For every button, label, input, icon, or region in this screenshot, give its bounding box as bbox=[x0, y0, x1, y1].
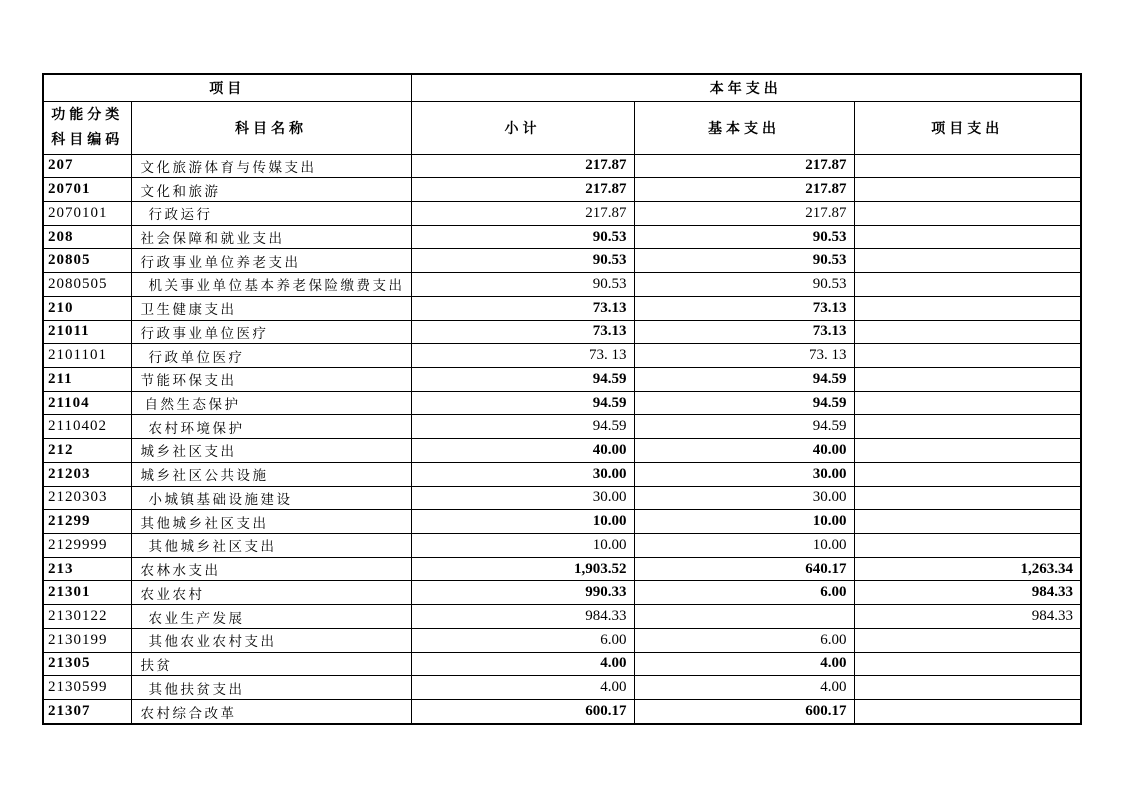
cell-subject-name: 农业农村 bbox=[131, 581, 411, 605]
table-row bbox=[43, 628, 1081, 652]
cell-subject-name: 其他农业农村支出 bbox=[131, 628, 411, 652]
table-row bbox=[43, 605, 1081, 629]
table-row bbox=[43, 462, 1081, 486]
cell-project-expenditure bbox=[854, 700, 1081, 724]
table-row bbox=[43, 486, 1081, 510]
cell-project-expenditure bbox=[854, 652, 1081, 676]
cell-subject-name: 农村综合改革 bbox=[131, 700, 411, 724]
cell-subject-name: 农林水支出 bbox=[131, 557, 411, 581]
cell-function-code: 2101101 bbox=[43, 344, 131, 368]
table-row bbox=[43, 652, 1081, 676]
table-row bbox=[43, 676, 1081, 700]
cell-subtotal: 10.00 bbox=[411, 534, 634, 558]
table-row bbox=[43, 557, 1081, 581]
table-row bbox=[43, 700, 1081, 724]
cell-subtotal: 94.59 bbox=[411, 391, 634, 415]
cell-project-expenditure bbox=[854, 320, 1081, 344]
header-basic-expenditure: 基本支出 bbox=[634, 101, 854, 154]
cell-function-code: 210 bbox=[43, 296, 131, 320]
cell-function-code: 21011 bbox=[43, 320, 131, 344]
table-row bbox=[43, 178, 1081, 202]
cell-basic-expenditure: 10.00 bbox=[634, 534, 854, 558]
table-row bbox=[43, 391, 1081, 415]
cell-subject-name: 农村环境保护 bbox=[131, 415, 411, 439]
cell-basic-expenditure: 90.53 bbox=[634, 249, 854, 273]
table-row bbox=[43, 273, 1081, 297]
cell-basic-expenditure: 73.13 bbox=[634, 296, 854, 320]
cell-subject-name: 其他城乡社区支出 bbox=[131, 534, 411, 558]
cell-subject-name: 行政单位医疗 bbox=[131, 344, 411, 368]
header-columns-row bbox=[43, 101, 1081, 154]
cell-project-expenditure bbox=[854, 154, 1081, 178]
cell-basic-expenditure: 6.00 bbox=[634, 628, 854, 652]
cell-basic-expenditure: 10.00 bbox=[634, 510, 854, 534]
cell-basic-expenditure: 600.17 bbox=[634, 700, 854, 724]
cell-function-code: 213 bbox=[43, 557, 131, 581]
cell-subtotal: 73.13 bbox=[411, 320, 634, 344]
cell-function-code: 20701 bbox=[43, 178, 131, 202]
cell-project-expenditure bbox=[854, 462, 1081, 486]
cell-project-expenditure bbox=[854, 296, 1081, 320]
cell-subject-name: 其他扶贫支出 bbox=[131, 676, 411, 700]
cell-subject-name: 其他城乡社区支出 bbox=[131, 510, 411, 534]
table-row bbox=[43, 415, 1081, 439]
table-row bbox=[43, 320, 1081, 344]
cell-subtotal: 1,903.52 bbox=[411, 557, 634, 581]
cell-basic-expenditure: 73. 13 bbox=[634, 344, 854, 368]
header-subject-name: 科目名称 bbox=[131, 101, 411, 154]
table-row bbox=[43, 201, 1081, 225]
cell-basic-expenditure: 217.87 bbox=[634, 178, 854, 202]
cell-subtotal: 94.59 bbox=[411, 415, 634, 439]
cell-project-expenditure bbox=[854, 415, 1081, 439]
cell-project-expenditure bbox=[854, 178, 1081, 202]
cell-subject-name: 文化和旅游 bbox=[131, 178, 411, 202]
cell-function-code: 21301 bbox=[43, 581, 131, 605]
cell-function-code: 2120303 bbox=[43, 486, 131, 510]
cell-project-expenditure bbox=[854, 201, 1081, 225]
cell-subject-name: 行政事业单位养老支出 bbox=[131, 249, 411, 273]
cell-basic-expenditure: 90.53 bbox=[634, 273, 854, 297]
cell-function-code: 2110402 bbox=[43, 415, 131, 439]
cell-subject-name: 农业生产发展 bbox=[131, 605, 411, 629]
cell-project-expenditure bbox=[854, 676, 1081, 700]
cell-subject-name: 文化旅游体育与传媒支出 bbox=[131, 154, 411, 178]
cell-function-code: 2080505 bbox=[43, 273, 131, 297]
cell-subject-name: 社会保障和就业支出 bbox=[131, 225, 411, 249]
cell-function-code: 2070101 bbox=[43, 201, 131, 225]
cell-basic-expenditure: 4.00 bbox=[634, 676, 854, 700]
cell-project-expenditure bbox=[854, 344, 1081, 368]
table-row bbox=[43, 581, 1081, 605]
header-project-group: 项目 bbox=[43, 74, 411, 101]
cell-basic-expenditure: 90.53 bbox=[634, 225, 854, 249]
table-header bbox=[43, 74, 1081, 154]
cell-subject-name: 机关事业单位基本养老保险缴费支出 bbox=[131, 273, 411, 297]
cell-project-expenditure bbox=[854, 486, 1081, 510]
cell-basic-expenditure bbox=[634, 605, 854, 629]
table-row bbox=[43, 296, 1081, 320]
cell-project-expenditure bbox=[854, 510, 1081, 534]
cell-subtotal: 984.33 bbox=[411, 605, 634, 629]
header-function-code bbox=[43, 101, 131, 154]
cell-function-code: 2130199 bbox=[43, 628, 131, 652]
cell-function-code: 2130122 bbox=[43, 605, 131, 629]
cell-subtotal: 40.00 bbox=[411, 439, 634, 463]
cell-project-expenditure bbox=[854, 367, 1081, 391]
cell-function-code: 21307 bbox=[43, 700, 131, 724]
cell-subtotal: 6.00 bbox=[411, 628, 634, 652]
cell-project-expenditure bbox=[854, 439, 1081, 463]
cell-basic-expenditure: 73.13 bbox=[634, 320, 854, 344]
cell-subject-name: 城乡社区支出 bbox=[131, 439, 411, 463]
header-group-row bbox=[43, 74, 1081, 101]
cell-subject-name: 自然生态保护 bbox=[131, 391, 411, 415]
cell-subject-name: 节能环保支出 bbox=[131, 367, 411, 391]
header-subtotal: 小计 bbox=[411, 101, 634, 154]
cell-basic-expenditure: 640.17 bbox=[634, 557, 854, 581]
table-row bbox=[43, 534, 1081, 558]
cell-subtotal: 73.13 bbox=[411, 296, 634, 320]
cell-subtotal: 90.53 bbox=[411, 225, 634, 249]
header-function-code-line1: 功能分类 bbox=[51, 107, 124, 123]
cell-function-code: 2129999 bbox=[43, 534, 131, 558]
cell-subject-name: 城乡社区公共设施 bbox=[131, 462, 411, 486]
cell-basic-expenditure: 217.87 bbox=[634, 154, 854, 178]
cell-subtotal: 90.53 bbox=[411, 273, 634, 297]
cell-subtotal: 990.33 bbox=[411, 581, 634, 605]
cell-subtotal: 4.00 bbox=[411, 676, 634, 700]
cell-subtotal: 600.17 bbox=[411, 700, 634, 724]
cell-project-expenditure: 1,263.34 bbox=[854, 557, 1081, 581]
cell-basic-expenditure: 217.87 bbox=[634, 201, 854, 225]
cell-basic-expenditure: 40.00 bbox=[634, 439, 854, 463]
cell-subtotal: 73. 13 bbox=[411, 344, 634, 368]
cell-function-code: 21104 bbox=[43, 391, 131, 415]
cell-function-code: 21299 bbox=[43, 510, 131, 534]
cell-subtotal: 94.59 bbox=[411, 367, 634, 391]
cell-function-code: 207 bbox=[43, 154, 131, 178]
cell-basic-expenditure: 4.00 bbox=[634, 652, 854, 676]
cell-function-code: 20805 bbox=[43, 249, 131, 273]
cell-subtotal: 30.00 bbox=[411, 486, 634, 510]
cell-function-code: 2130599 bbox=[43, 676, 131, 700]
cell-subject-name: 行政事业单位医疗 bbox=[131, 320, 411, 344]
cell-subtotal: 217.87 bbox=[411, 154, 634, 178]
cell-subtotal: 4.00 bbox=[411, 652, 634, 676]
budget-table bbox=[42, 73, 1082, 725]
header-year-expenditure-group: 本年支出 bbox=[411, 74, 1081, 101]
cell-project-expenditure: 984.33 bbox=[854, 581, 1081, 605]
cell-project-expenditure: 984.33 bbox=[854, 605, 1081, 629]
cell-basic-expenditure: 94.59 bbox=[634, 391, 854, 415]
table-row bbox=[43, 225, 1081, 249]
cell-subject-name: 小城镇基础设施建设 bbox=[131, 486, 411, 510]
cell-basic-expenditure: 6.00 bbox=[634, 581, 854, 605]
cell-project-expenditure bbox=[854, 273, 1081, 297]
cell-basic-expenditure: 94.59 bbox=[634, 415, 854, 439]
cell-subtotal: 217.87 bbox=[411, 201, 634, 225]
table-row bbox=[43, 154, 1081, 178]
cell-function-code: 211 bbox=[43, 367, 131, 391]
cell-project-expenditure bbox=[854, 628, 1081, 652]
cell-project-expenditure bbox=[854, 391, 1081, 415]
table-row bbox=[43, 344, 1081, 368]
cell-project-expenditure bbox=[854, 534, 1081, 558]
cell-subtotal: 217.87 bbox=[411, 178, 634, 202]
cell-basic-expenditure: 30.00 bbox=[634, 462, 854, 486]
cell-project-expenditure bbox=[854, 225, 1081, 249]
table-row bbox=[43, 249, 1081, 273]
header-function-code-line2: 科目编码 bbox=[51, 132, 124, 148]
table-row bbox=[43, 510, 1081, 534]
cell-basic-expenditure: 30.00 bbox=[634, 486, 854, 510]
cell-function-code: 21305 bbox=[43, 652, 131, 676]
cell-basic-expenditure: 94.59 bbox=[634, 367, 854, 391]
table-body bbox=[43, 154, 1081, 724]
header-project-expenditure: 项目支出 bbox=[854, 101, 1081, 154]
cell-subtotal: 30.00 bbox=[411, 462, 634, 486]
cell-function-code: 208 bbox=[43, 225, 131, 249]
table-row bbox=[43, 439, 1081, 463]
cell-function-code: 21203 bbox=[43, 462, 131, 486]
cell-project-expenditure bbox=[854, 249, 1081, 273]
table-row bbox=[43, 367, 1081, 391]
cell-subtotal: 90.53 bbox=[411, 249, 634, 273]
cell-subject-name: 行政运行 bbox=[131, 201, 411, 225]
cell-subject-name: 卫生健康支出 bbox=[131, 296, 411, 320]
cell-subject-name: 扶贫 bbox=[131, 652, 411, 676]
cell-subtotal: 10.00 bbox=[411, 510, 634, 534]
cell-function-code: 212 bbox=[43, 439, 131, 463]
